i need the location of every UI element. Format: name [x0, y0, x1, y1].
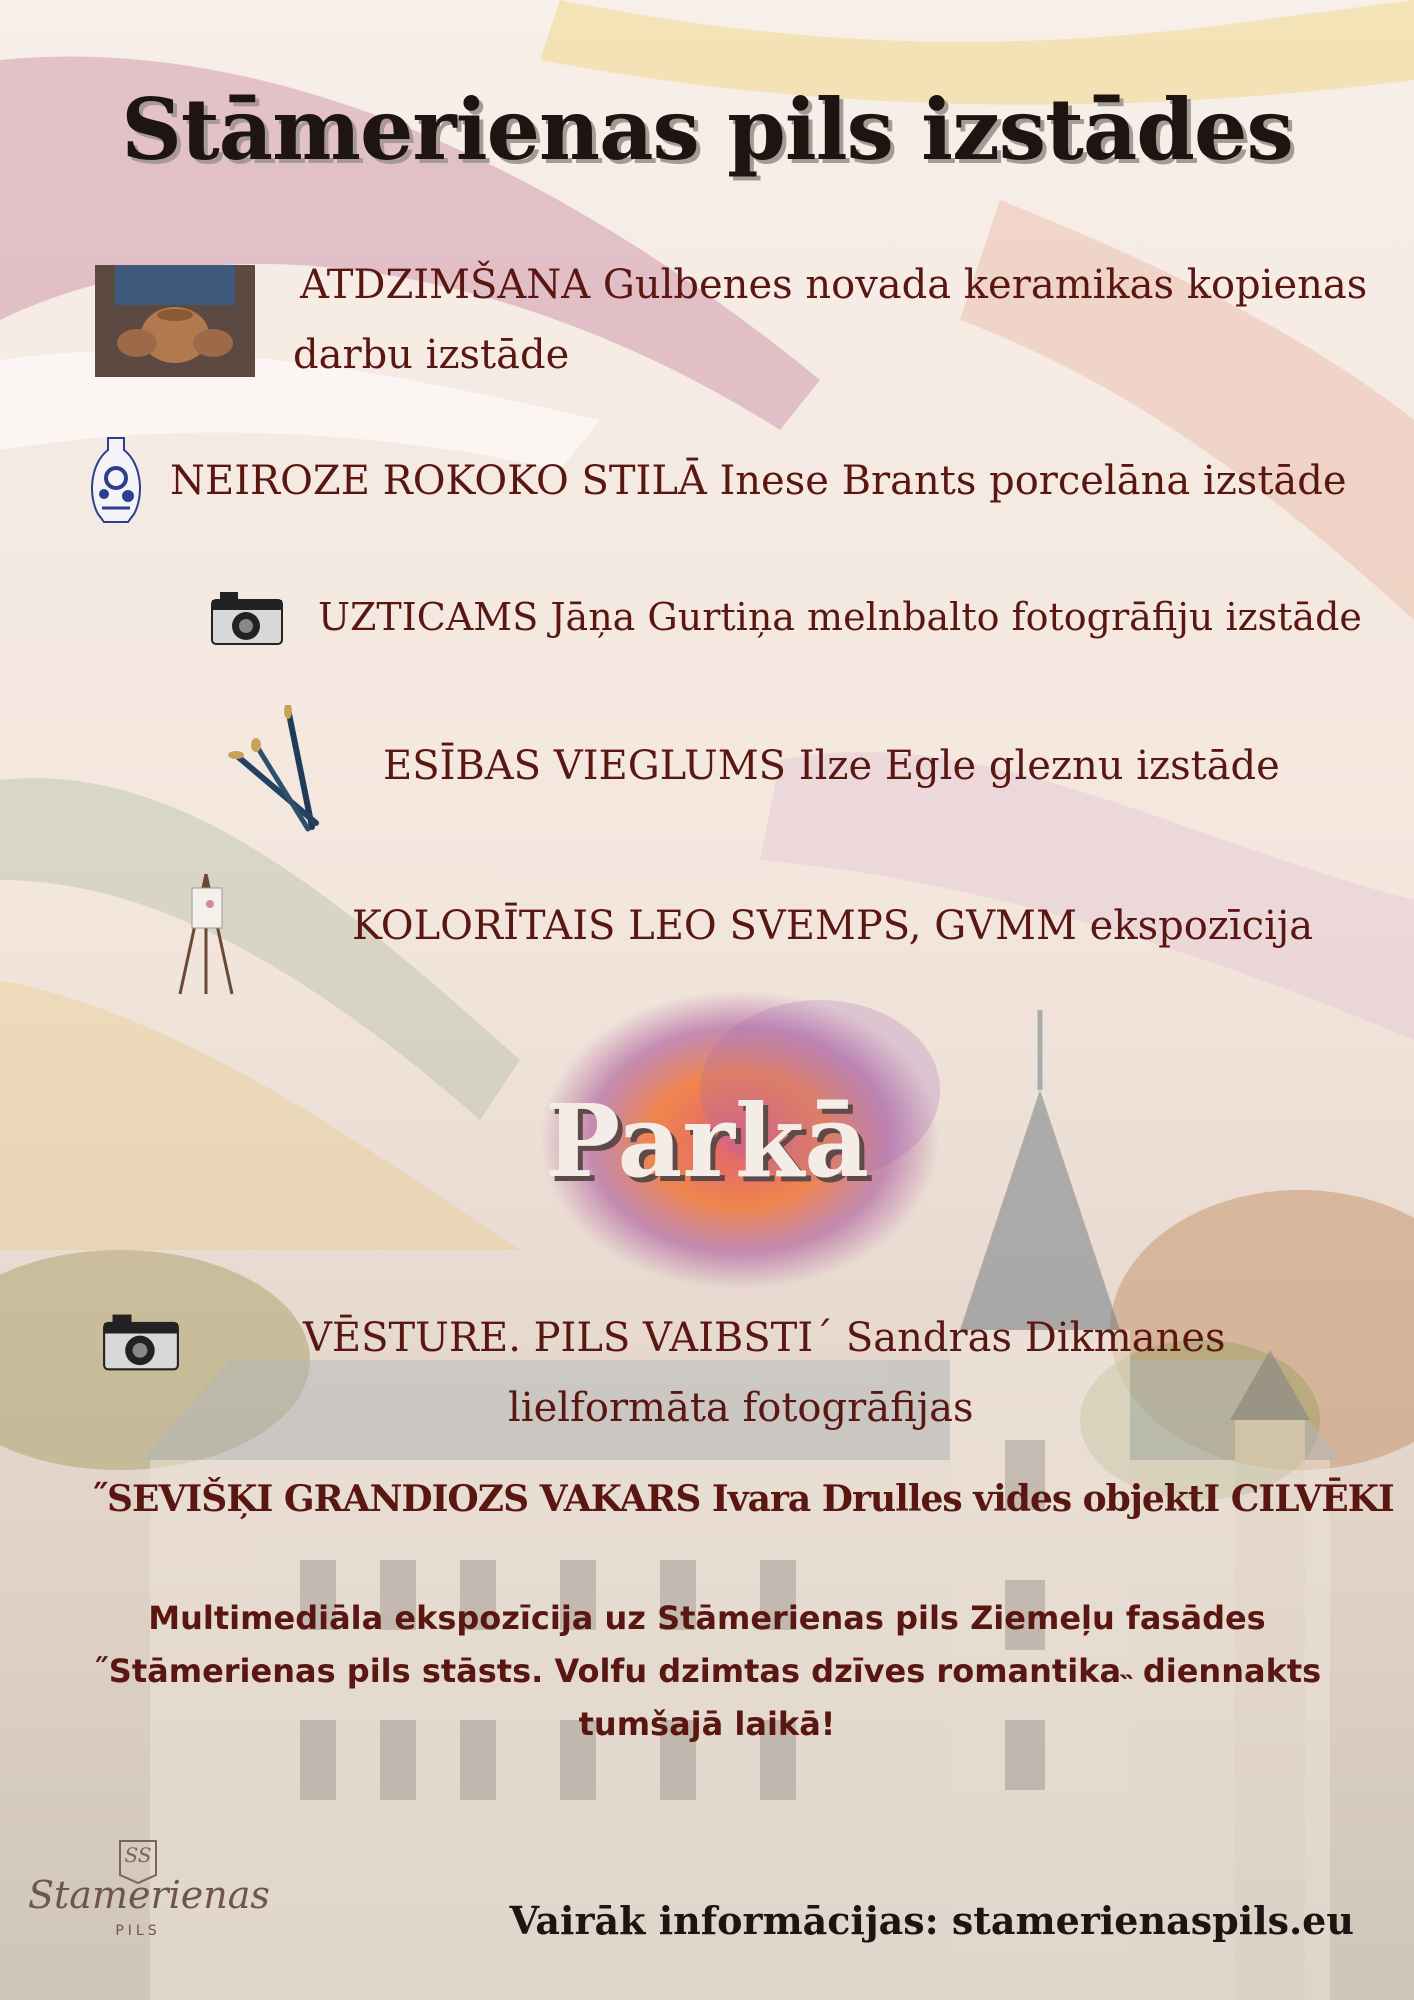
exhibition-esibas: ESĪBAS VIEGLUMS Ilze Egle gleznu izstāde: [383, 743, 1280, 789]
park-sevisksi-grandiozs: ˝SEVIŠĶI GRANDIOZS VAKARS Ivara Drulles vides objektI CILVĒKI: [90, 1478, 1394, 1520]
camera-icon: [102, 1310, 180, 1376]
logo-script: Stamerienas: [28, 1873, 270, 1917]
exhibition-neiroze: NEIROZE ROKOKO STILĀ Inese Brants porcelāna izstāde: [170, 458, 1347, 504]
paintbrushes-icon: [228, 705, 324, 833]
porcelain-vase-icon: [88, 436, 144, 524]
footer-website-link[interactable]: Vairāk informācijas: stamerienaspils.eu: [509, 1898, 1354, 1943]
exhibition-uzticams: UZTICAMS Jāņa Gurtiņa melnbalto fotogrāfiju izstāde: [318, 595, 1362, 639]
park-heading: Parkā: [544, 1082, 870, 1200]
exhibition-subtitle-atdzimsana: darbu izstāde: [293, 332, 570, 378]
park-vesture-subtitle: lielformāta fotogrāfijas: [508, 1385, 974, 1431]
multimedia-description: [0, 1592, 1414, 1751]
park-vesture: VĒSTURE. PILS VAIBSTI´ Sandras Dikmanes: [303, 1315, 1226, 1361]
logo-monogram: SS: [124, 1843, 152, 1867]
pottery-hands-icon: [95, 265, 255, 377]
stamerienas-logo: [28, 1835, 270, 1955]
camera-icon: [210, 588, 284, 650]
multimedia-line-1: Multimediāla ekspozīcija uz Stāmerienas pils Ziemeļu fasādes: [148, 1599, 1266, 1637]
multimedia-line-2: ˝Stāmerienas pils stāsts. Volfu dzimtas dzīves romantika˵ diennakts: [92, 1652, 1322, 1690]
exhibition-kolori-tais: KOLORĪTAIS LEO SVEMPS, GVMM ekspozīcija: [352, 903, 1314, 949]
multimedia-line-3: tumšajā laikā!: [578, 1705, 836, 1743]
logo-sub: PILS: [115, 1923, 161, 1939]
page-title: Stāmerienas pils izstādes: [121, 80, 1293, 179]
exhibition-title-atdzimsana: ATDZIMŠANA Gulbenes novada keramikas kopienas: [300, 262, 1368, 308]
easel-icon: [176, 874, 238, 998]
